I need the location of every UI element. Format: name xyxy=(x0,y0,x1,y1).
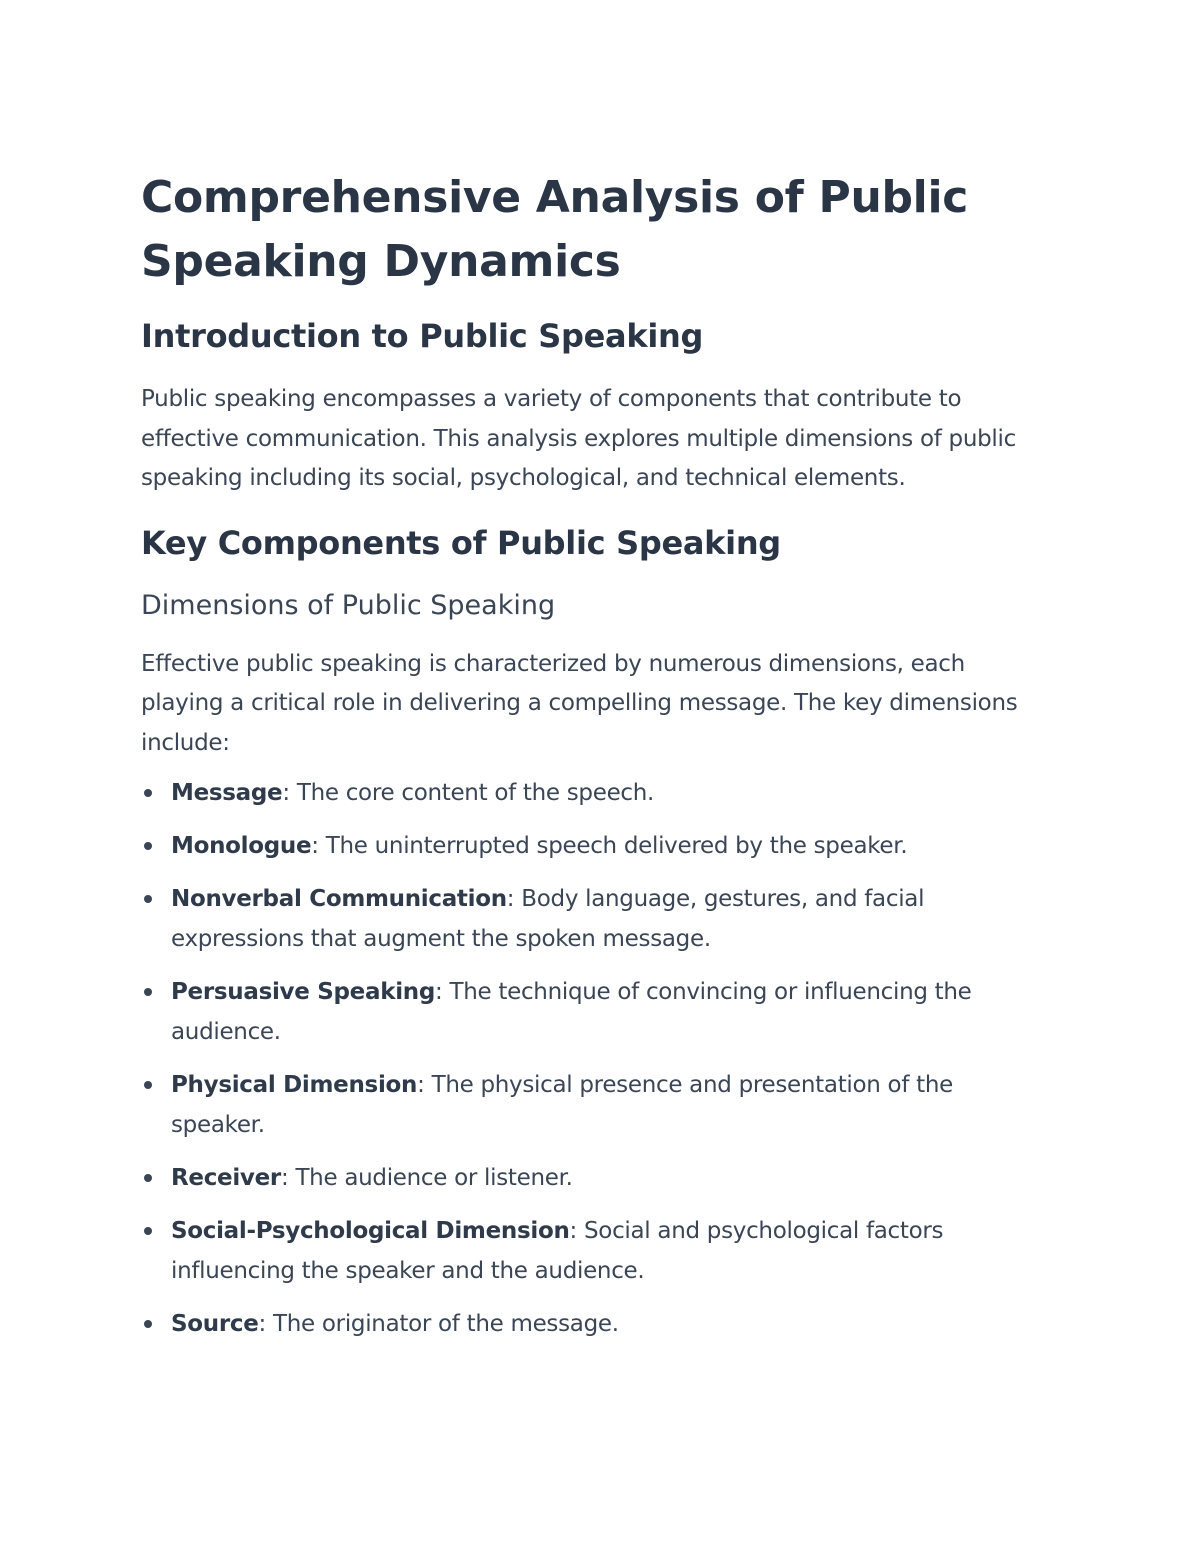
document-title: Comprehensive Analysis of Public Speaking Dynamics xyxy=(141,172,969,287)
item-description: Social and psychological factors influencing the speaker and the audience. xyxy=(171,1218,944,1284)
list-item xyxy=(141,972,1050,1052)
item-term: Physical Dimension xyxy=(171,1072,418,1098)
item-term: Message xyxy=(171,780,283,806)
item-separator: : xyxy=(569,1218,584,1244)
item-term: Monologue xyxy=(171,833,312,859)
list-item xyxy=(141,773,1050,813)
list-item xyxy=(141,1065,1050,1145)
item-term: Nonverbal Communication xyxy=(171,886,507,912)
bullet-icon xyxy=(144,988,152,996)
list-item xyxy=(141,1304,1050,1344)
bullet-icon xyxy=(144,895,152,903)
item-term: Source xyxy=(171,1311,259,1337)
bullet-icon xyxy=(144,1227,152,1235)
item-separator: : xyxy=(417,1072,432,1098)
item-description: The originator of the message. xyxy=(273,1311,619,1337)
list-item xyxy=(141,879,1050,959)
item-description: The technique of convincing or influencing the audience. xyxy=(171,979,972,1045)
dimensions-list xyxy=(141,773,1050,1344)
item-term: Receiver xyxy=(171,1165,281,1191)
item-separator: : xyxy=(280,1165,296,1191)
item-description: The core content of the speech. xyxy=(296,780,655,806)
section-heading-key-components: Key Components of Public Speaking xyxy=(141,523,781,562)
dimensions-paragraph: Effective public speaking is characterized by numerous dimensions, each playing a critical role in delivering a compelling message. The key dimensions include: xyxy=(141,650,1018,756)
bullet-icon xyxy=(144,1174,152,1182)
item-separator: : xyxy=(258,1311,273,1337)
item-term: Social-Psychological Dimension xyxy=(171,1218,570,1244)
list-item xyxy=(141,1211,1050,1291)
item-description: The audience or listener. xyxy=(295,1165,573,1191)
subheading-dimensions: Dimensions of Public Speaking xyxy=(141,589,556,621)
item-separator: : xyxy=(506,886,522,912)
item-separator: : xyxy=(311,833,326,859)
item-description: The uninterrupted speech delivered by the speaker. xyxy=(325,833,908,859)
item-description: The physical presence and presentation of the speaker. xyxy=(171,1072,953,1138)
bullet-icon xyxy=(144,842,152,850)
introduction-paragraph: Public speaking encompasses a variety of components that contribute to effective communication. This analysis explores multiple dimensions of public speaking including its social, psychological, and technical elements. xyxy=(141,386,1016,491)
item-separator: : xyxy=(435,979,450,1005)
list-item xyxy=(141,826,1050,866)
list-item xyxy=(141,1158,1050,1198)
section-heading-introduction: Introduction to Public Speaking xyxy=(141,317,704,355)
item-term: Persuasive Speaking xyxy=(171,979,436,1005)
bullet-icon xyxy=(144,1081,152,1089)
item-separator: : xyxy=(282,780,297,806)
bullet-icon xyxy=(144,1320,152,1328)
bullet-icon xyxy=(144,789,152,797)
item-description: Body language, gestures, and facial expressions that augment the spoken message. xyxy=(171,886,925,952)
